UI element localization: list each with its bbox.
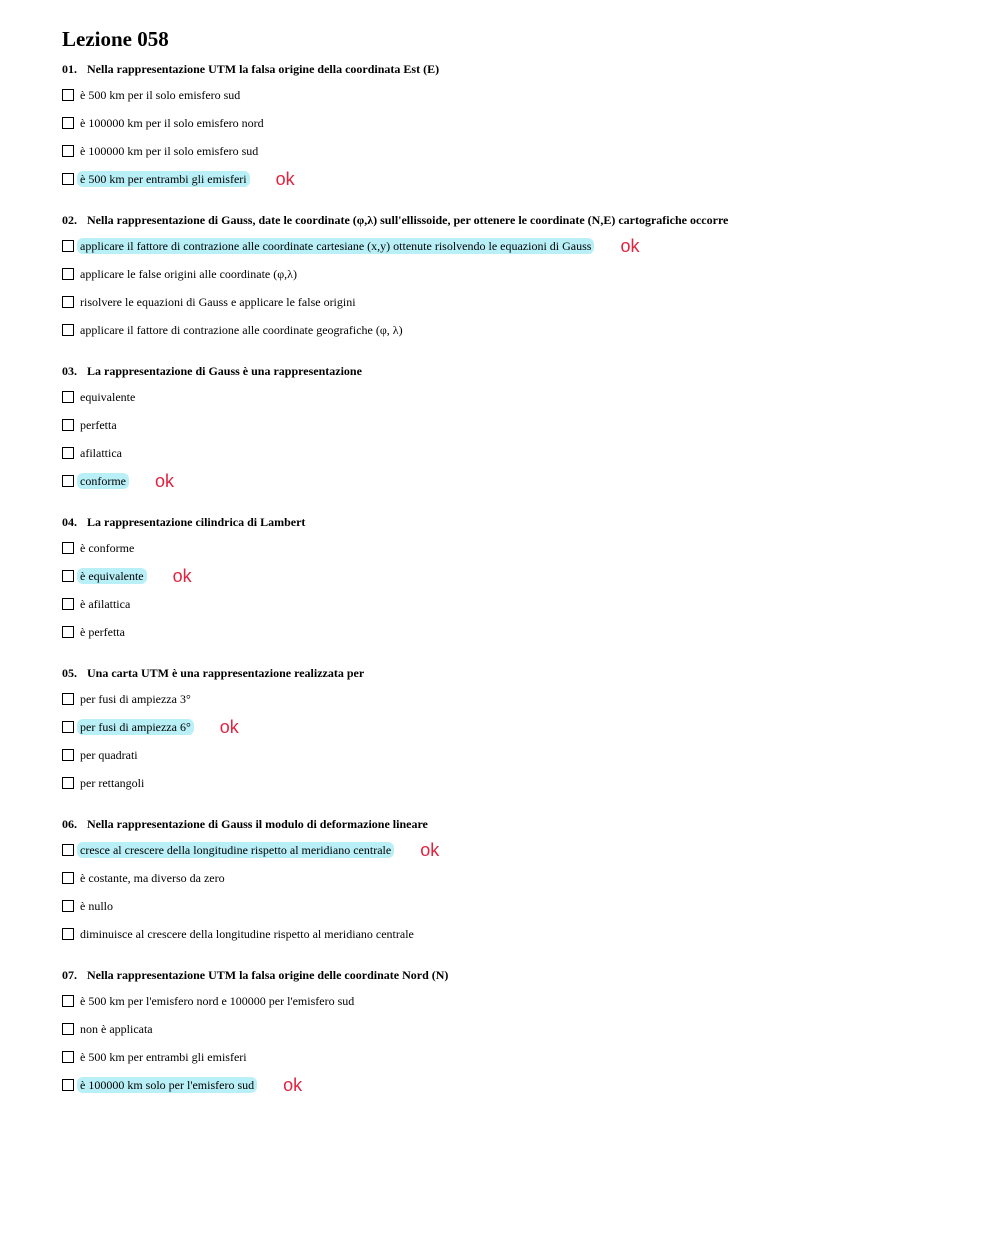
answer-checkbox[interactable] — [62, 324, 74, 336]
answer-label: è nullo — [80, 899, 113, 913]
answer-checkbox[interactable] — [62, 749, 74, 761]
answer-label: per rettangoli — [80, 776, 145, 790]
answer-checkbox[interactable] — [62, 145, 74, 157]
ok-mark: ok — [154, 471, 174, 491]
question-text: Una carta UTM è una rappresentazione realizzata per — [87, 666, 365, 680]
answer-label: risolvere le equazioni di Gauss e applicare le false origini — [80, 295, 356, 309]
question-5-option-3[interactable] — [62, 747, 141, 763]
answer-checkbox[interactable] — [62, 391, 74, 403]
answer-label: è perfetta — [80, 625, 125, 639]
question-3-option-2[interactable] — [62, 417, 120, 433]
question-3-option-3[interactable] — [62, 445, 125, 461]
question-7-option-3[interactable] — [62, 1049, 250, 1065]
answer-checkbox[interactable] — [62, 89, 74, 101]
answer-label: per quadrati — [80, 748, 138, 762]
answer-checkbox[interactable] — [62, 475, 74, 487]
question-7-option-2[interactable] — [62, 1021, 156, 1037]
question-3-option-1[interactable] — [62, 389, 138, 405]
answer-checkbox[interactable] — [62, 419, 74, 431]
answer-label: è 500 km per l'emisfero nord e 100000 per l'emisfero sud — [80, 994, 355, 1008]
ok-mark: ok — [172, 566, 192, 586]
question-3-option-4[interactable] — [62, 473, 129, 489]
question-5-option-4[interactable] — [62, 775, 147, 791]
answer-label: per fusi di ampiezza 3° — [80, 692, 191, 706]
answer-label: è costante, ma diverso da zero — [80, 871, 225, 885]
question-1-option-3[interactable] — [62, 143, 261, 159]
correct-answer-label: per fusi di ampiezza 6° — [77, 719, 194, 735]
question-number: 05. — [62, 666, 77, 680]
question-6-option-4[interactable] — [62, 926, 417, 942]
answer-checkbox[interactable] — [62, 542, 74, 554]
answer-label: è 500 km per entrambi gli emisferi — [80, 1050, 247, 1064]
question-number: 07. — [62, 968, 77, 982]
question-2-option-1[interactable] — [62, 238, 594, 254]
question-2-option-4[interactable] — [62, 322, 406, 338]
question-2-option-3[interactable] — [62, 294, 359, 310]
answer-checkbox[interactable] — [62, 240, 74, 252]
question-number: 06. — [62, 817, 77, 831]
question-text: Nella rappresentazione di Gauss, date le coordinate (φ,λ) sull'ellissoide, per ottenere le coordinate (N,E) cartografiche occorre — [87, 213, 729, 227]
question-4-title — [62, 514, 305, 530]
answer-checkbox[interactable] — [62, 844, 74, 856]
answer-label: è 500 km per il solo emisfero sud — [80, 88, 241, 102]
ok-mark: ok — [620, 236, 640, 256]
question-text: La rappresentazione di Gauss è una rappresentazione — [87, 364, 362, 378]
question-6-option-1[interactable] — [62, 842, 394, 858]
answer-checkbox[interactable] — [62, 928, 74, 940]
answer-checkbox[interactable] — [62, 1051, 74, 1063]
correct-answer-label: è equivalente — [77, 568, 147, 584]
answer-label: è afilattica — [80, 597, 131, 611]
ok-mark: ok — [420, 840, 440, 860]
question-text: La rappresentazione cilindrica di Lambert — [87, 515, 306, 529]
answer-label: perfetta — [80, 418, 117, 432]
question-7-option-4[interactable] — [62, 1077, 257, 1093]
question-1-option-2[interactable] — [62, 115, 267, 131]
question-6-title — [62, 816, 428, 832]
question-6-option-2[interactable] — [62, 870, 228, 886]
question-number: 03. — [62, 364, 77, 378]
ok-mark: ok — [275, 169, 295, 189]
answer-label: è 100000 km per il solo emisfero nord — [80, 116, 264, 130]
question-5-title — [62, 665, 364, 681]
answer-checkbox[interactable] — [62, 900, 74, 912]
question-7-title — [62, 967, 448, 983]
answer-checkbox[interactable] — [62, 872, 74, 884]
answer-label: applicare il fattore di contrazione alle coordinate geografiche (φ, λ) — [80, 323, 403, 337]
answer-checkbox[interactable] — [62, 626, 74, 638]
question-5-option-2[interactable] — [62, 719, 194, 735]
answer-label: afilattica — [80, 446, 122, 460]
answer-checkbox[interactable] — [62, 721, 74, 733]
answer-label: diminuisce al crescere della longitudine rispetto al meridiano centrale — [80, 927, 414, 941]
question-4-option-3[interactable] — [62, 596, 133, 612]
answer-checkbox[interactable] — [62, 1079, 74, 1091]
question-text: Nella rappresentazione UTM la falsa origine della coordinata Est (E) — [87, 62, 440, 76]
question-1-option-4[interactable] — [62, 171, 250, 187]
answer-checkbox[interactable] — [62, 117, 74, 129]
question-number: 01. — [62, 62, 77, 76]
ok-mark: ok — [219, 717, 239, 737]
answer-checkbox[interactable] — [62, 777, 74, 789]
question-2-title — [62, 212, 728, 228]
answer-checkbox[interactable] — [62, 598, 74, 610]
question-6-option-3[interactable] — [62, 898, 116, 914]
answer-checkbox[interactable] — [62, 173, 74, 185]
question-number: 02. — [62, 213, 77, 227]
answer-label: equivalente — [80, 390, 136, 404]
correct-answer-label: conforme — [77, 473, 129, 489]
question-text: Nella rappresentazione di Gauss il modulo di deformazione lineare — [87, 817, 428, 831]
correct-answer-label: è 500 km per entrambi gli emisferi — [77, 171, 250, 187]
answer-checkbox[interactable] — [62, 296, 74, 308]
correct-answer-label: è 100000 km solo per l'emisfero sud — [77, 1077, 257, 1093]
correct-answer-label: applicare il fattore di contrazione alle coordinate cartesiane (x,y) ottenute risolvendo le equazioni di Gauss — [77, 238, 594, 254]
question-number: 04. — [62, 515, 77, 529]
answer-checkbox[interactable] — [62, 447, 74, 459]
question-4-option-2[interactable] — [62, 568, 147, 584]
question-5-option-1[interactable] — [62, 691, 194, 707]
question-7-option-1[interactable] — [62, 993, 357, 1009]
answer-label: applicare le false origini alle coordinate (φ,λ) — [80, 267, 297, 281]
question-1-title — [62, 61, 439, 77]
question-4-option-4[interactable] — [62, 624, 128, 640]
answer-label: è 100000 km per il solo emisfero sud — [80, 144, 259, 158]
answer-checkbox[interactable] — [62, 693, 74, 705]
answer-checkbox[interactable] — [62, 570, 74, 582]
page-title: Lezione 058 — [62, 27, 169, 51]
ok-mark: ok — [283, 1075, 303, 1095]
question-1-option-1[interactable] — [62, 87, 243, 103]
answer-label: non è applicata — [80, 1022, 153, 1036]
question-4-option-1[interactable] — [62, 540, 137, 556]
question-2-option-2[interactable] — [62, 266, 300, 282]
correct-answer-label: cresce al crescere della longitudine rispetto al meridiano centrale — [77, 842, 394, 858]
question-3-title — [62, 363, 362, 379]
answer-checkbox[interactable] — [62, 268, 74, 280]
answer-label: è conforme — [80, 541, 135, 555]
answer-checkbox[interactable] — [62, 1023, 74, 1035]
answer-checkbox[interactable] — [62, 995, 74, 1007]
question-text: Nella rappresentazione UTM la falsa origine delle coordinate Nord (N) — [87, 968, 449, 982]
